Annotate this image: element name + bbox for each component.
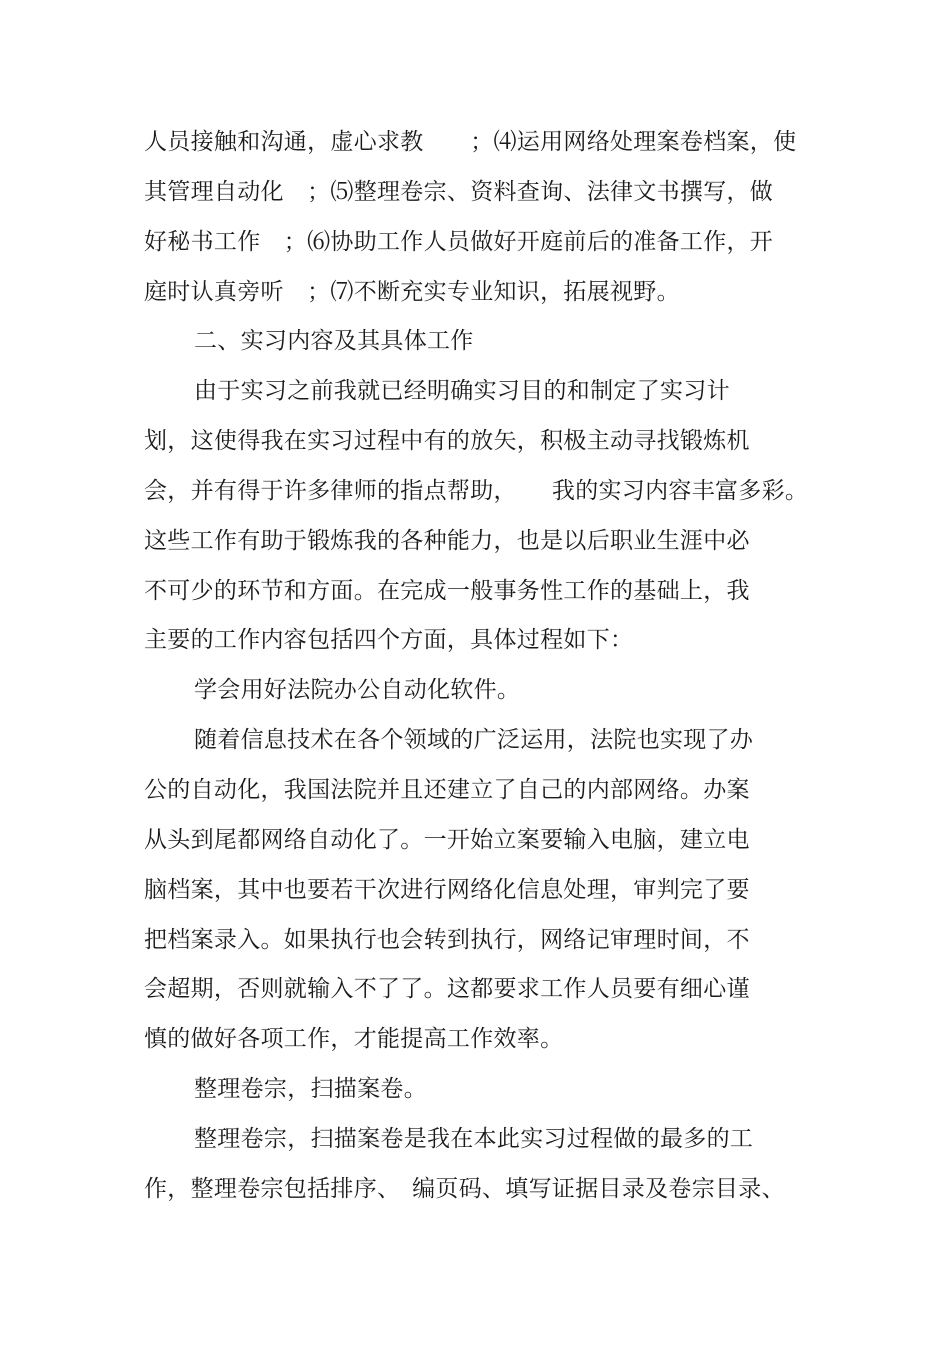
text-line: 不可少的环节和方面。在完成一般事务性工作的基础上，我 — [144, 578, 750, 604]
text-line: 划，这使得我在实习过程中有的放矢，积极主动寻找锻炼机 — [144, 428, 750, 454]
text-line: 脑档案，其中也要若干次进行网络化信息处理，审判完了要 — [144, 877, 750, 903]
subheading: 学会用好法院办公自动化软件。 — [194, 677, 521, 703]
text-line: 慎的做好各项工作，才能提高工作效率。 — [144, 1026, 564, 1052]
text-line: 主要的工作内容包括四个方面，具体过程如下： — [144, 627, 634, 653]
text-line: 庭时认真旁听 ；⑺不断充实专业知识，拓展视野。 — [144, 279, 680, 305]
text-line: 会，并有得于许多律师的指点帮助， 我的实习内容丰富多彩。 — [144, 478, 809, 504]
text-line: 好秘书工作 ；⑹协助工作人员做好开庭前后的准备工作，开 — [144, 229, 774, 255]
text-line: 由于实习之前我就已经明确实习目的和制定了实习计 — [194, 378, 730, 404]
text-line: 其管理自动化 ；⑸整理卷宗、资料查询、法律文书撰写，做 — [144, 179, 774, 205]
text-line: 随着信息技术在各个领域的广泛运用，法院也实现了办 — [194, 727, 754, 753]
section-heading: 二、实习内容及其具体工作 — [194, 328, 474, 354]
text-line: 把档案录入。如果执行也会转到执行，网络记审理时间，不 — [144, 927, 750, 953]
text-line: 公的自动化，我国法院并且还建立了自己的内部网络。办案 — [144, 777, 750, 803]
text-line: 整理卷宗，扫描案卷是我在本此实习过程做的最多的工 — [194, 1126, 754, 1152]
text-line: 从头到尾都网络自动化了。一开始立案要输入电脑，建立电 — [144, 827, 750, 853]
text-line: 这些工作有助于锻炼我的各种能力，也是以后职业生涯中必 — [144, 528, 750, 554]
subheading: 整理卷宗，扫描案卷。 — [194, 1076, 427, 1102]
text-line: 作，整理卷宗包括排序、 编页码、填写证据目录及卷宗目录、 — [144, 1176, 785, 1202]
text-line: 会超期，否则就输入不了了。这都要求工作人员要有细心谨 — [144, 976, 750, 1002]
text-line: 人员接触和沟通，虚心求教 ；⑷运用网络处理案卷档案，使 — [144, 129, 797, 155]
